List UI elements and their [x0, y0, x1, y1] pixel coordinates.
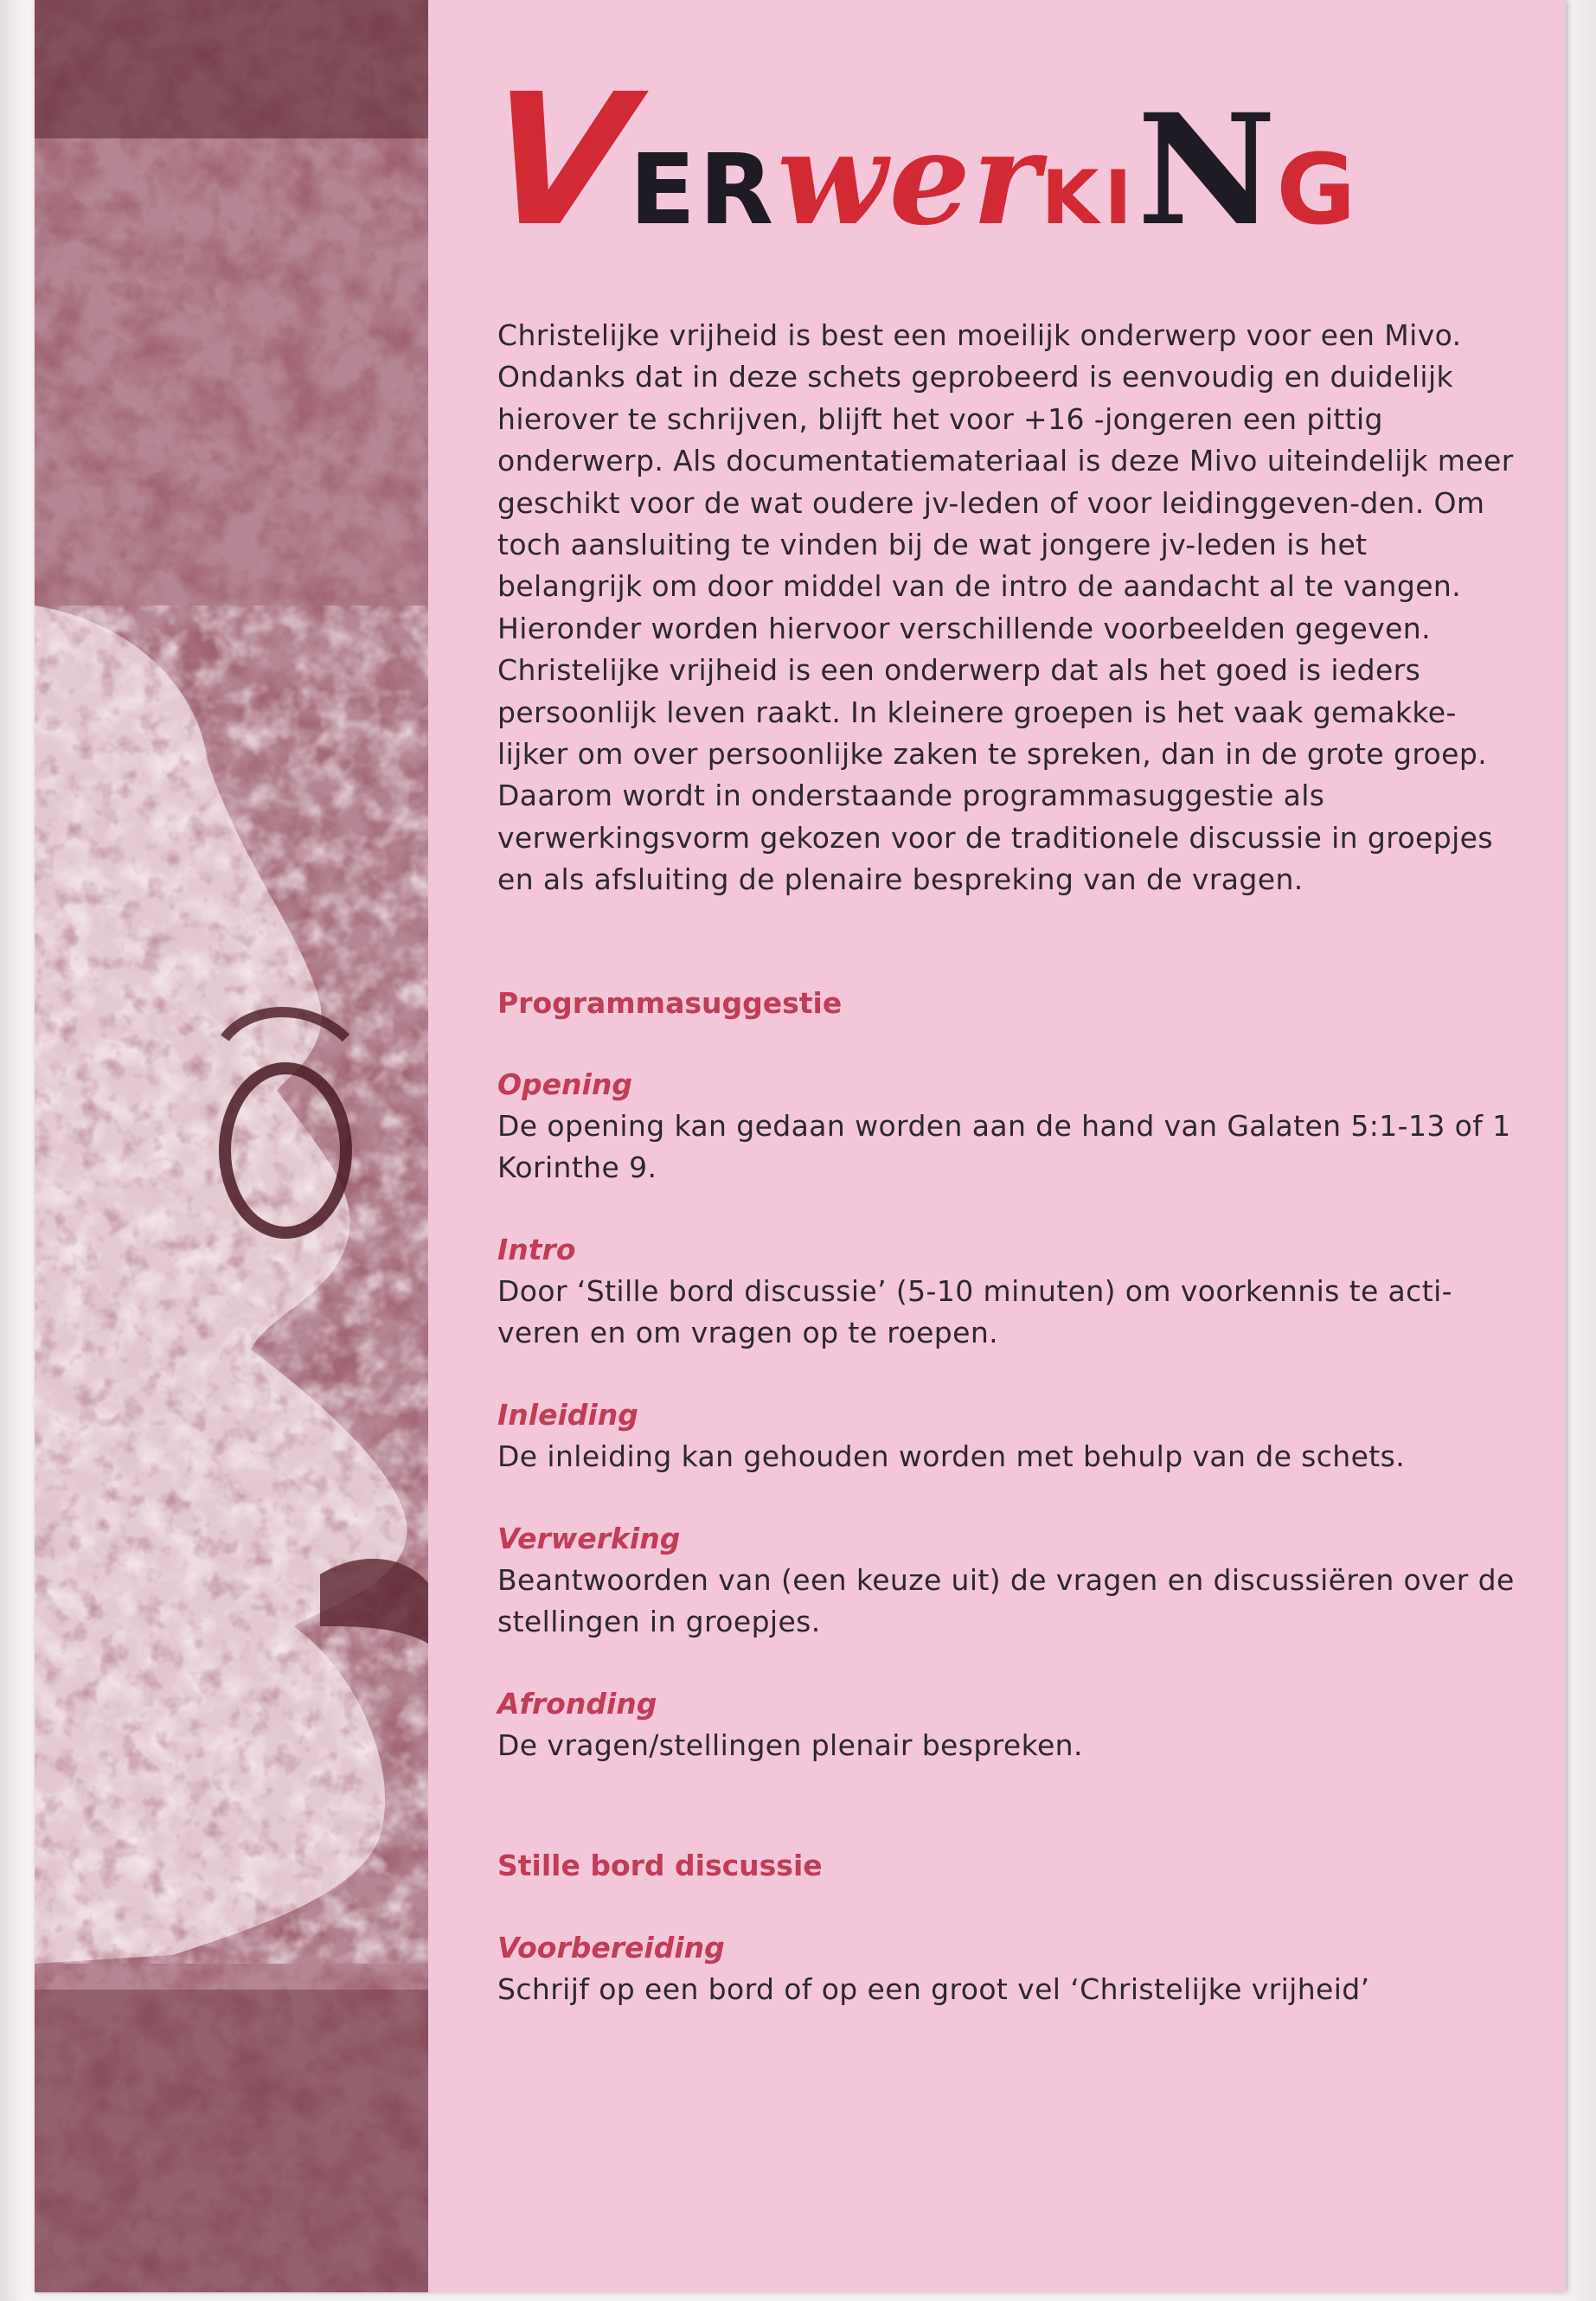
- item-text: De vragen/stellingen plenair bespreken.: [497, 1728, 1083, 1762]
- decorative-face-image: [35, 0, 428, 2292]
- item-title: Intro: [497, 1233, 576, 1266]
- item-text: De inleiding kan gehouden worden met behulp van de schets.: [497, 1439, 1406, 1473]
- item-text: Beantwoorden van (een keuze uit) de vragen en discussiëren over de stellingen in groepjes.: [497, 1563, 1515, 1639]
- item-title: Voorbereiding: [497, 1931, 725, 1965]
- page-title-verwerking: [478, 54, 1356, 267]
- silent-board-item-voorbereiding: [497, 1927, 1518, 2010]
- program-item-inleiding: [497, 1394, 1518, 1477]
- program-item-intro: [497, 1229, 1518, 1355]
- program-item-afronding: [497, 1683, 1518, 1766]
- program-item-opening: [497, 1064, 1518, 1189]
- item-text: Schrijf op een bord of op een groot vel ‘Christelijke vrijheid’: [497, 1972, 1370, 2006]
- title-part-wer: wer: [777, 103, 1042, 254]
- item-text: De opening kan gedaan worden aan de hand van Galaten 5:1-13 of 1 Korinthe 9.: [497, 1109, 1511, 1185]
- item-title: Verwerking: [497, 1522, 681, 1555]
- title-part-n: N: [1137, 80, 1277, 260]
- item-title: Opening: [497, 1067, 632, 1101]
- section-heading-stille-bord-discussie: Stille bord discussie: [497, 1849, 823, 1882]
- booklet-page: [35, 0, 1566, 2292]
- title-part-er: ER: [629, 134, 778, 247]
- program-item-verwerking: [497, 1518, 1518, 1644]
- content-column: [428, 0, 1566, 2292]
- title-part-v: V: [478, 54, 641, 267]
- title-part-g: G: [1276, 134, 1356, 247]
- item-text: Door ‘Stille bord discussie’ (5-10 minuten) om voorkennis te acti-veren en om vragen op te roepen.: [497, 1274, 1452, 1350]
- title-part-ki: KI: [1041, 155, 1138, 242]
- item-title: Inleiding: [497, 1398, 638, 1432]
- section-heading-programmasuggestie: Programmasuggestie: [497, 986, 843, 1020]
- intro-paragraph: Christelijke vrijheid is best een moeilijk onderwerp voor een Mivo. Ondanks dat in deze schets geprobeerd is eenvoudig en duidelijk hierover te schrijven, blijft het voor +16 -jongeren een pittig onderwerp. Als documentatiemateriaal is deze Mivo uiteindelijk meer geschikt voor de wat oudere jv-leden of voor leidinggeven-den. Om toch aansluiting te vinden bij de wat jongere jv-leden is het belangrijk om door middel van de intro de aandacht al te vangen. Hieronder worden hiervoor verschillende voorbeelden gegeven. Christelijke vrijheid is een onderwerp dat als het goed is ieders persoonlijk leven raakt. In kleinere groepen is het vaak gemakke-lijker om over persoonlijke zaken te spreken, dan in de grote groep. Daarom wordt in onderstaande programmasuggestie als verwerkingsvorm gekozen voor de traditionele discussie in groepjes en als afsluiting de plenaire bespreking van de vragen.: [497, 318, 1514, 897]
- item-title: Afronding: [497, 1687, 657, 1721]
